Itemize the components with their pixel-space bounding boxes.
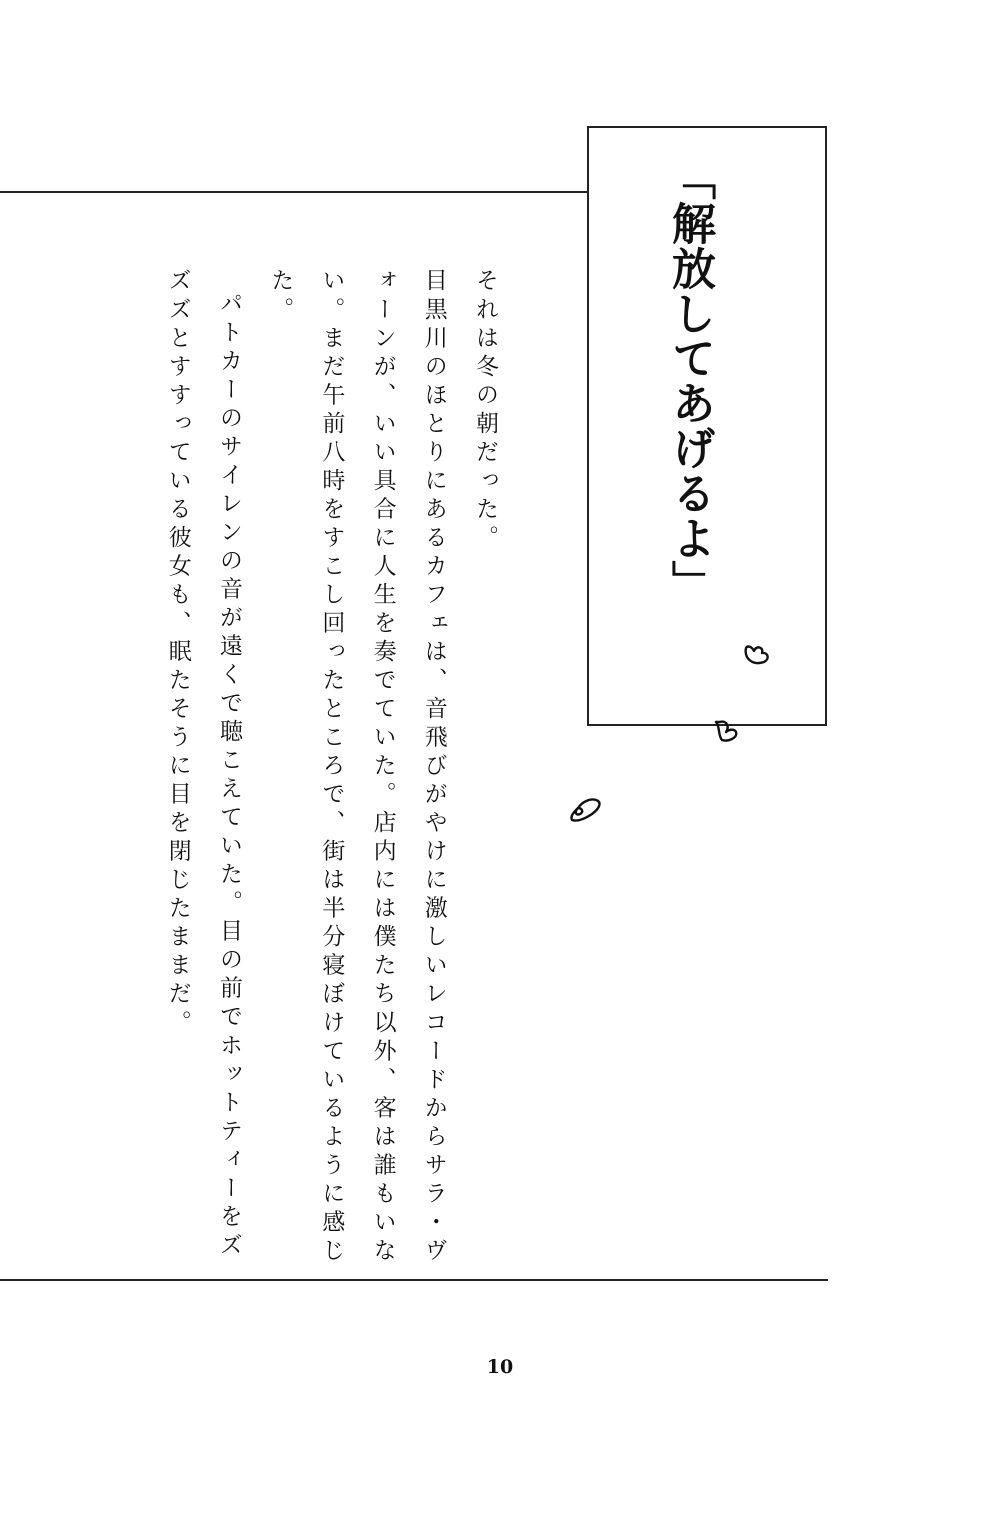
top-rule <box>0 191 588 193</box>
petal-doodle-icon <box>712 718 742 744</box>
petal-doodle-icon <box>742 642 772 670</box>
chapter-title: 「解放してあげるよ」 <box>664 156 715 605</box>
chapter-title-box <box>587 126 827 726</box>
petal-doodle-icon <box>568 796 604 826</box>
body-text <box>150 268 510 1268</box>
paragraph-2: 目黒川のほとりにあるカフェは、音飛びがやけに激しいレコードからサラ・ヴォーンが、いい具合に人生を奏でていた。店内には僕たち以外、客は誰もいない。まだ午前八時をすこし回ったところで、街は半分寝ぼけているように感じた。 <box>267 268 447 1267</box>
bottom-rule <box>0 1279 828 1281</box>
paragraph-3: パトカーのサイレンの音が遠くで聴こえていた。目の前でホットティーをズズズとすすっている彼女も、眠たそうに目を閉じたままだ。 <box>164 268 242 1261</box>
paragraph-1: それは冬の朝だった。 <box>472 268 498 554</box>
page-number: 10 <box>486 1356 514 1378</box>
